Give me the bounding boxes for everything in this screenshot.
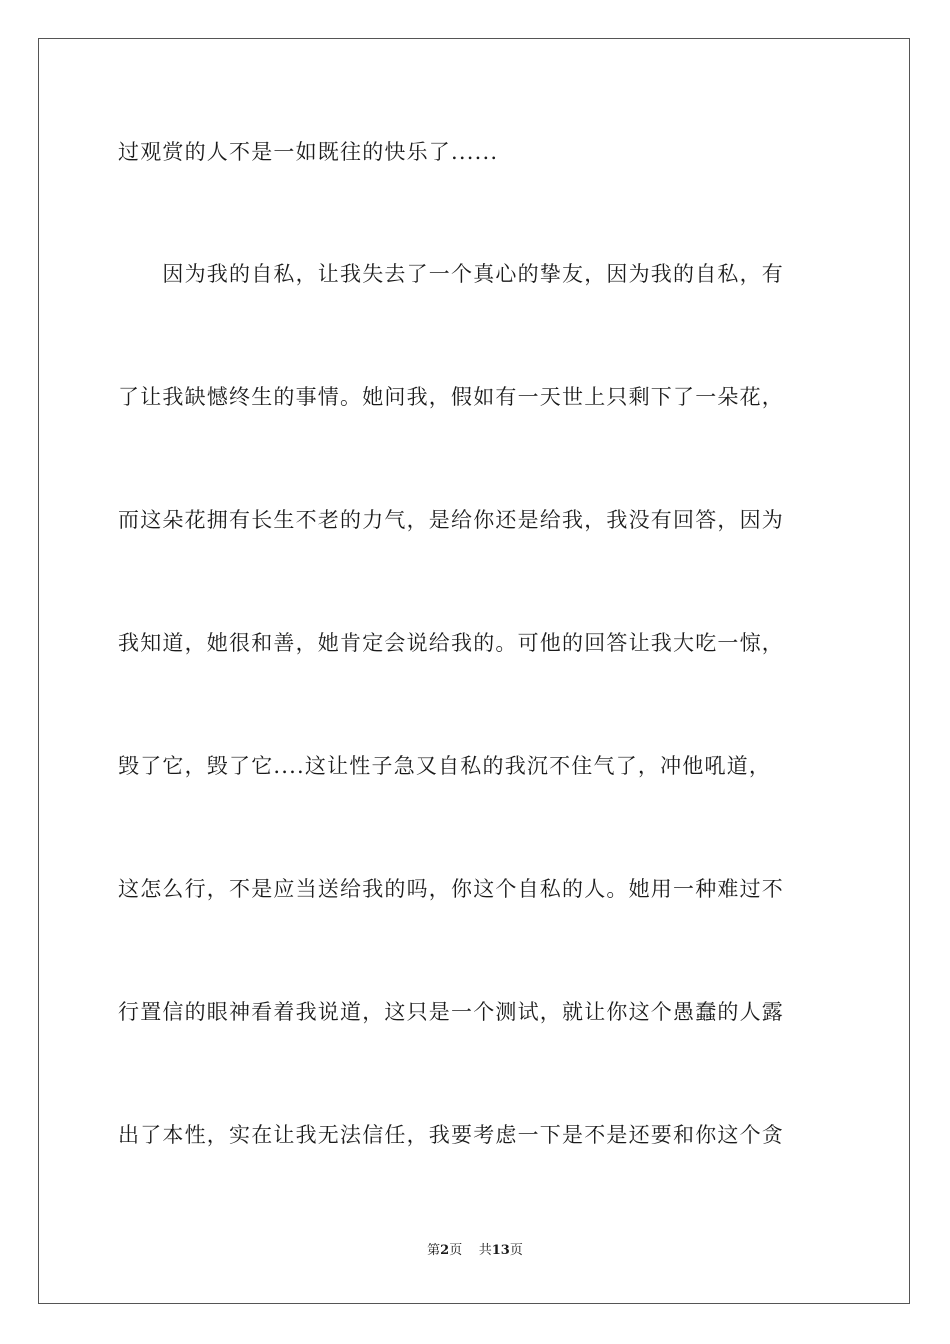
body-text-line-5: 我知道，她很和善，她肯定会说给我的。可他的回答让我大吃一惊， <box>118 631 784 655</box>
body-text-line-4: 而这朵花拥有长生不老的力气，是给你还是给我，我没有回答，因为 <box>118 508 784 532</box>
body-text-line-2: 因为我的自私，让我失去了一个真心的挚友，因为我的自私，有 <box>118 262 784 286</box>
page-suffix: 页 <box>449 1243 463 1258</box>
total-pages: 13 <box>491 1243 510 1258</box>
body-text-line-9: 出了本性，实在让我无法信任，我要考虑一下是不是还要和你这个贪 <box>118 1123 784 1147</box>
total-prefix: 共 <box>478 1243 492 1258</box>
page-prefix: 第 <box>427 1243 441 1258</box>
body-text-line-7: 这怎么行，不是应当送给我的吗，你这个自私的人。她用一种难过不 <box>118 877 784 901</box>
page-number: 2 <box>440 1243 450 1258</box>
page-border <box>38 38 910 1304</box>
body-text-line-8: 行置信的眼神看着我说道，这只是一个测试，就让你这个愚蠢的人露 <box>118 1000 784 1024</box>
page-footer <box>0 1242 950 1260</box>
body-text-line-3: 了让我缺憾终生的事情。她问我，假如有一天世上只剩下了一朵花， <box>118 385 784 409</box>
total-suffix: 页 <box>509 1243 523 1258</box>
body-text-line-6: 毁了它，毁了它....这让性子急又自私的我沉不住气了，冲他吼道， <box>118 754 772 778</box>
body-text-line-1: 过观赏的人不是一如既往的快乐了...... <box>118 140 499 164</box>
